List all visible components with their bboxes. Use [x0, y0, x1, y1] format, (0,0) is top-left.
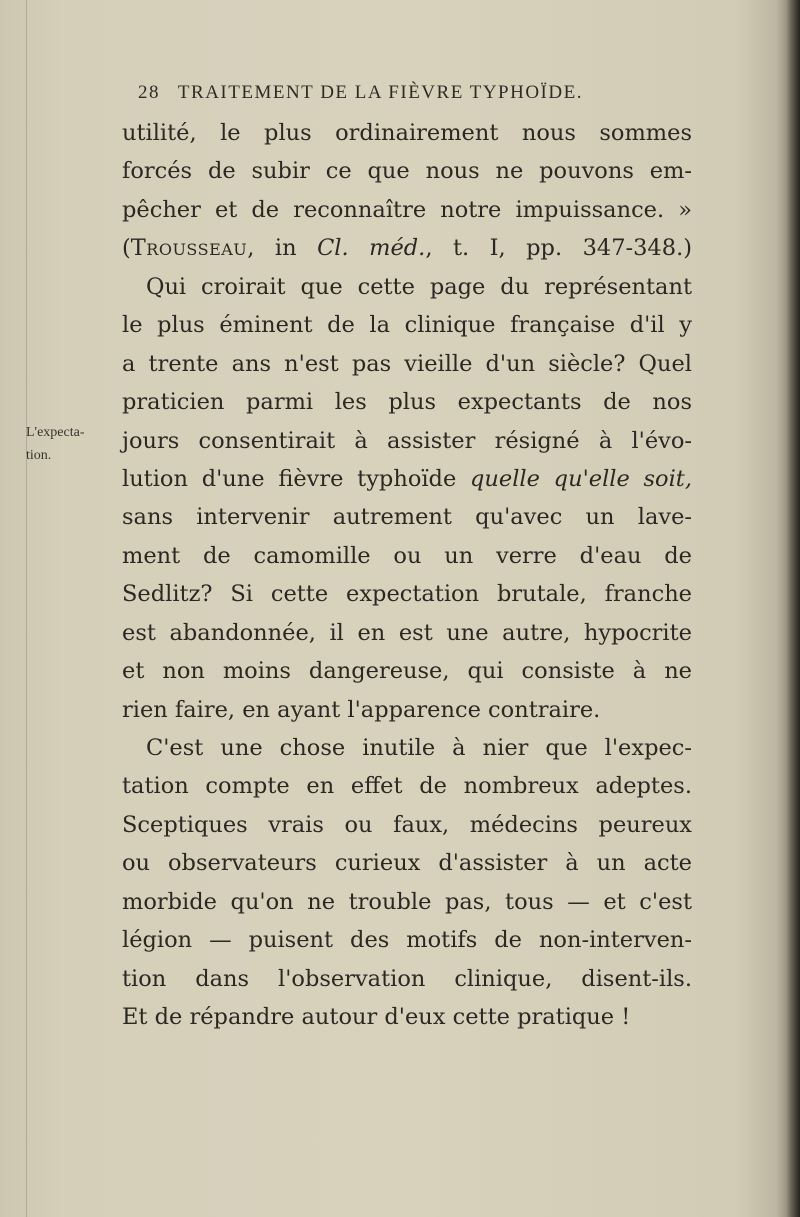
text-line: praticien parmi les plus expectants de nos — [122, 389, 692, 416]
text-line: est abandonnée, il en est une autre, hypocrite — [122, 619, 692, 646]
text-line-italic — [122, 460, 692, 498]
text-line: Sedlitz? Si cette expectation brutale, franche — [122, 581, 692, 608]
margin-note-line: L'expecta- — [26, 425, 85, 440]
citation-work: Cl. méd. — [317, 235, 426, 262]
text-line: le plus éminent de la clinique française d'il y — [122, 312, 692, 339]
text-italic: quelle qu'elle soit, — [470, 465, 692, 492]
text-line: tation compte en effet de nombreux adeptes. — [122, 773, 692, 800]
text-line: C'est une chose inutile à nier que l'expec- — [146, 735, 692, 761]
text-line: légion — puisent des motifs de non-interven- — [122, 927, 692, 954]
citation-author: Trousseau — [130, 235, 248, 262]
page-number: 28 — [138, 82, 160, 103]
text-line: et non moins dangereuse, qui consiste à ne — [122, 658, 692, 685]
text-line: ment de camomille ou un verre d'eau de — [122, 542, 692, 569]
book-spine-shadow — [786, 0, 800, 1217]
page-edge-line — [26, 0, 27, 1217]
text-line: ou observateurs curieux d'assister à un acte — [122, 850, 692, 877]
running-title: TRAITEMENT DE LA FIÈVRE TYPHOÏDE. — [177, 82, 583, 103]
text-line: morbide qu'on ne trouble pas, tous — et c'est — [122, 888, 692, 915]
citation-mid: , in — [247, 235, 318, 262]
margin-note-line: tion. — [26, 448, 52, 463]
citation-ref: , t. I, pp. 347-348.) — [425, 235, 692, 262]
body-text — [122, 114, 692, 1037]
text-line: jours consentirait à assister résigné à l'évo- — [122, 427, 692, 454]
text-line: a trente ans n'est pas vieille d'un siècle? Quel — [122, 350, 692, 377]
text-plain: lution d'une fièvre typhoïde — [122, 465, 471, 492]
text-line: forcés de subir ce que nous ne pouvons em- — [122, 158, 692, 185]
text-line: utilité, le plus ordinairement nous sommes — [122, 120, 692, 146]
text-line: sans intervenir autrement qu'avec un lave- — [122, 504, 692, 531]
running-header — [138, 82, 583, 104]
text-line: Et de répandre autour d'eux cette pratique ! — [122, 1004, 631, 1031]
text-line: pêcher et de reconnaître notre impuissance. » — [122, 196, 692, 223]
text-line: Qui croirait que cette page du représentant — [146, 273, 692, 300]
text-line: Sceptiques vrais ou faux, médecins peureux — [122, 811, 692, 838]
text-line: rien faire, en ayant l'apparence contraire. — [122, 696, 601, 723]
text-line-citation — [122, 229, 692, 267]
citation-open: ( — [122, 235, 131, 262]
text-line: tion dans l'observation clinique, disent-ils. — [122, 965, 692, 992]
margin-note — [26, 421, 84, 467]
